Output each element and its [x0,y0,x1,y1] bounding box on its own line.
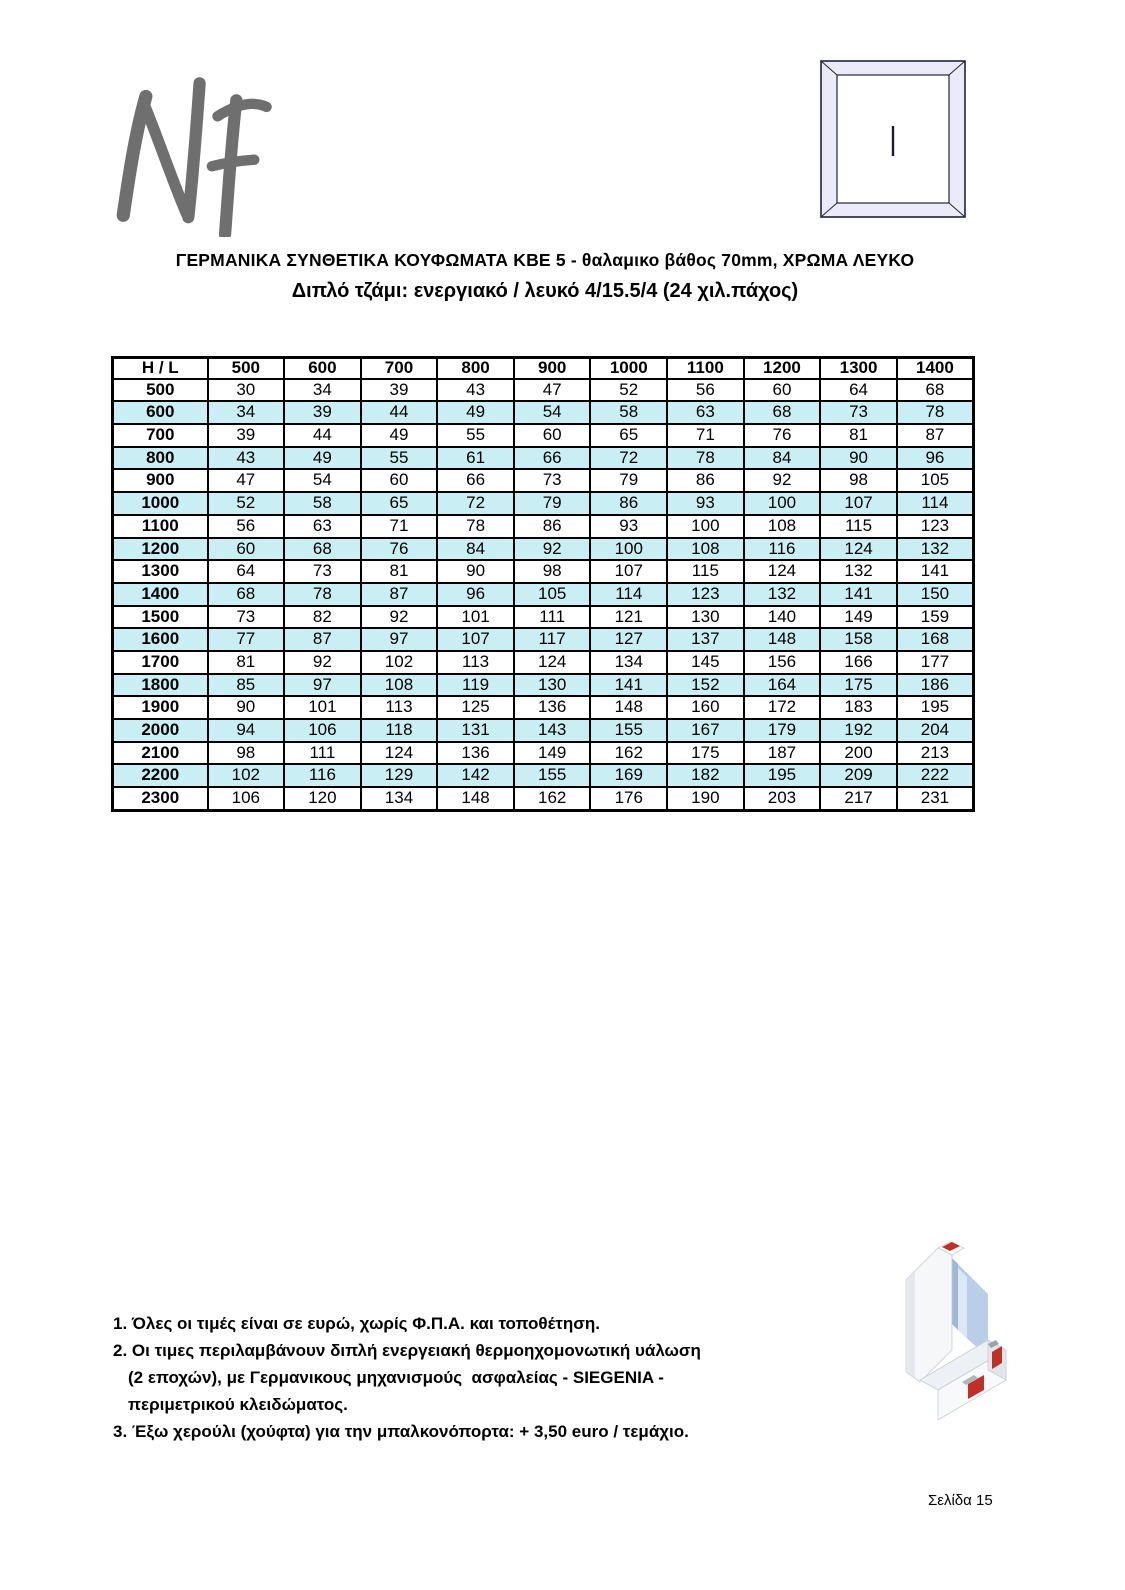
price-cell: 84 [744,447,821,470]
price-cell: 156 [744,651,821,674]
table-row [113,424,974,447]
price-cell: 160 [667,696,744,719]
column-header: 1100 [667,358,744,379]
price-cell: 108 [744,515,821,538]
price-cell: 222 [897,764,974,787]
price-cell: 79 [514,492,591,515]
price-cell: 47 [208,469,285,492]
note-line: 1. Όλες οι τιμές είναι σε ευρώ, χωρίς Φ.Π.Α. και τοποθέτηση. [113,1314,600,1333]
price-cell: 177 [897,651,974,674]
logo-stroke-f-top [218,104,267,116]
price-cell: 119 [437,674,514,697]
logo-stroke-f-mid [212,160,254,167]
price-cell: 137 [667,628,744,651]
price-cell: 162 [590,742,667,765]
price-cell: 164 [744,674,821,697]
price-cell: 98 [208,742,285,765]
price-cell: 47 [514,379,591,402]
price-cell: 162 [514,787,591,810]
price-cell: 63 [667,401,744,424]
price-cell: 82 [284,606,361,629]
price-cell: 68 [897,379,974,402]
price-cell: 192 [820,719,897,742]
price-cell: 175 [820,674,897,697]
price-cell: 111 [514,606,591,629]
price-cell: 231 [897,787,974,810]
price-cell: 68 [744,401,821,424]
price-cell: 150 [897,583,974,606]
row-header: 2000 [113,719,208,742]
column-header: 900 [514,358,591,379]
price-cell: 64 [208,560,285,583]
price-cell: 120 [284,787,361,810]
price-cell: 148 [590,696,667,719]
row-header: 800 [113,447,208,470]
price-cell: 78 [667,447,744,470]
price-cell: 93 [667,492,744,515]
price-cell: 73 [284,560,361,583]
row-header: 1100 [113,515,208,538]
table-row [113,538,974,561]
price-cell: 176 [590,787,667,810]
price-cell: 84 [437,538,514,561]
note-line: περιμετρικού κλειδώματος. [128,1395,348,1414]
price-cell: 121 [590,606,667,629]
price-cell: 39 [284,401,361,424]
price-cell: 97 [361,628,438,651]
window-frame-icon [820,60,966,218]
price-cell: 30 [208,379,285,402]
price-cell: 65 [361,492,438,515]
price-cell: 92 [284,651,361,674]
price-cell: 131 [437,719,514,742]
price-cell: 98 [820,469,897,492]
table-corner-label: H / L [113,358,208,379]
price-cell: 52 [590,379,667,402]
price-cell: 195 [744,764,821,787]
price-cell: 60 [361,469,438,492]
pvc-profile-corner-photo [892,1232,1027,1432]
row-header: 1600 [113,628,208,651]
price-cell: 209 [820,764,897,787]
price-cell: 39 [361,379,438,402]
price-cell: 68 [284,538,361,561]
price-cell: 129 [361,764,438,787]
price-cell: 71 [667,424,744,447]
price-cell: 114 [897,492,974,515]
price-cell: 106 [284,719,361,742]
price-cell: 123 [897,515,974,538]
price-cell: 78 [284,583,361,606]
price-cell: 90 [820,447,897,470]
price-cell: 87 [897,424,974,447]
price-cell: 43 [437,379,514,402]
price-cell: 64 [820,379,897,402]
price-cell: 183 [820,696,897,719]
price-cell: 96 [437,583,514,606]
row-header: 500 [113,379,208,402]
row-header: 1500 [113,606,208,629]
price-cell: 76 [744,424,821,447]
nf-logo [98,72,288,237]
price-cell: 132 [820,560,897,583]
table-row [113,628,974,651]
price-cell: 49 [284,447,361,470]
column-header: 700 [361,358,438,379]
row-header: 1000 [113,492,208,515]
profile-vertical-shade [906,1272,915,1378]
table-row [113,379,974,402]
row-header: 2100 [113,742,208,765]
price-cell: 43 [208,447,285,470]
price-cell: 213 [897,742,974,765]
table-row [113,606,974,629]
price-cell: 124 [744,560,821,583]
table-row [113,764,974,787]
logo-stroke-n-right [188,83,199,217]
price-cell: 55 [437,424,514,447]
price-cell: 90 [437,560,514,583]
price-cell: 142 [437,764,514,787]
table-row [113,401,974,424]
price-cell: 136 [437,742,514,765]
price-cell: 34 [284,379,361,402]
page-subtitle: Διπλό τζάμι: ενεργιακό / λευκό 4/15.5/4 (24 χιλ.πάχος) [291,280,799,302]
price-cell: 100 [590,538,667,561]
price-cell: 58 [284,492,361,515]
row-header: 1400 [113,583,208,606]
price-table [111,356,975,812]
price-cell: 60 [208,538,285,561]
table-row [113,560,974,583]
price-cell: 169 [590,764,667,787]
row-header: 700 [113,424,208,447]
price-cell: 58 [590,401,667,424]
price-cell: 127 [590,628,667,651]
price-cell: 107 [437,628,514,651]
price-cell: 141 [820,583,897,606]
price-cell: 123 [667,583,744,606]
price-cell: 124 [514,651,591,674]
price-cell: 132 [744,583,821,606]
price-cell: 125 [437,696,514,719]
price-cell: 187 [744,742,821,765]
price-cell: 130 [667,606,744,629]
price-cell: 73 [820,401,897,424]
row-header: 2300 [113,787,208,810]
price-cell: 124 [820,538,897,561]
column-header: 600 [284,358,361,379]
price-cell: 141 [590,674,667,697]
price-cell: 106 [208,787,285,810]
table-row [113,492,974,515]
price-cell: 140 [744,606,821,629]
row-header: 1900 [113,696,208,719]
price-cell: 190 [667,787,744,810]
row-header: 600 [113,401,208,424]
table-row [113,742,974,765]
row-header: 1200 [113,538,208,561]
notes [113,1310,701,1445]
column-header: 1300 [820,358,897,379]
table-row [113,651,974,674]
price-cell: 86 [514,515,591,538]
column-header: 1200 [744,358,821,379]
page-title: ΓΕΡΜΑΝΙΚΑ ΣΥΝΘΕΤΙΚΑ ΚΟΥΦΩΜΑΤΑ ΚΒΕ 5 - θαλαμικο βάθος 70mm, ΧΡΩΜΑ ΛΕΥΚΟ [175,250,915,270]
column-header: 1400 [897,358,974,379]
price-cell: 167 [667,719,744,742]
price-cell: 168 [897,628,974,651]
price-cell: 117 [514,628,591,651]
price-cell: 78 [897,401,974,424]
price-cell: 101 [437,606,514,629]
column-header: 1000 [590,358,667,379]
price-cell: 158 [820,628,897,651]
price-cell: 134 [361,787,438,810]
price-cell: 108 [667,538,744,561]
price-cell: 115 [667,560,744,583]
price-cell: 141 [897,560,974,583]
price-cell: 148 [437,787,514,810]
price-cell: 92 [744,469,821,492]
price-cell: 54 [514,401,591,424]
price-cell: 90 [208,696,285,719]
price-cell: 105 [897,469,974,492]
price-cell: 179 [744,719,821,742]
price-cell: 100 [667,515,744,538]
price-cell: 49 [437,401,514,424]
row-header: 2200 [113,764,208,787]
logo-stroke-n-diagonal [144,104,186,213]
price-cell: 107 [590,560,667,583]
price-cell: 66 [514,447,591,470]
price-cell: 116 [284,764,361,787]
price-cell: 111 [284,742,361,765]
price-cell: 73 [208,606,285,629]
price-cell: 72 [590,447,667,470]
price-cell: 114 [590,583,667,606]
price-cell: 76 [361,538,438,561]
price-cell: 100 [744,492,821,515]
price-cell: 107 [820,492,897,515]
price-cell: 115 [820,515,897,538]
row-header: 1300 [113,560,208,583]
price-cell: 87 [361,583,438,606]
note-line: 2. Οι τιμες περιλαμβάνουν διπλή ενεργειακή θερμοηχομονωτική υάλωση [113,1341,701,1360]
price-cell: 134 [590,651,667,674]
price-cell: 68 [208,583,285,606]
price-cell: 94 [208,719,285,742]
price-cell: 101 [284,696,361,719]
price-cell: 54 [284,469,361,492]
price-cell: 124 [361,742,438,765]
price-cell: 77 [208,628,285,651]
profile-glass-edge [952,1258,958,1330]
table-row [113,787,974,810]
price-cell: 155 [590,719,667,742]
price-cell: 56 [208,515,285,538]
price-cell: 200 [820,742,897,765]
price-cell: 87 [284,628,361,651]
price-cell: 92 [514,538,591,561]
price-cell: 113 [361,696,438,719]
price-cell: 44 [361,401,438,424]
price-cell: 44 [284,424,361,447]
price-cell: 145 [667,651,744,674]
price-cell: 102 [208,764,285,787]
price-cell: 217 [820,787,897,810]
page-number: Σελίδα 15 [928,1492,993,1509]
price-cell: 186 [897,674,974,697]
price-cell: 204 [897,719,974,742]
price-cell: 143 [514,719,591,742]
note-line: (2 εποχών), με Γερμανικους μηχανισμούς ασφαλείας - SIEGENIA - [128,1368,664,1387]
title-block [0,250,1090,303]
table-row [113,696,974,719]
price-cell: 81 [820,424,897,447]
price-cell: 85 [208,674,285,697]
column-header: 800 [437,358,514,379]
price-cell: 86 [590,492,667,515]
price-cell: 61 [437,447,514,470]
table-row [113,515,974,538]
price-cell: 149 [820,606,897,629]
table-row [113,674,974,697]
price-cell: 72 [437,492,514,515]
price-cell: 81 [208,651,285,674]
price-cell: 60 [514,424,591,447]
price-cell: 34 [208,401,285,424]
price-cell: 86 [667,469,744,492]
price-cell: 152 [667,674,744,697]
table-row [113,583,974,606]
price-cell: 81 [361,560,438,583]
price-cell: 182 [667,764,744,787]
price-cell: 78 [437,515,514,538]
price-cell: 73 [514,469,591,492]
price-cell: 130 [514,674,591,697]
price-cell: 93 [590,515,667,538]
price-cell: 172 [744,696,821,719]
table-row [113,719,974,742]
price-cell: 66 [437,469,514,492]
price-cell: 56 [667,379,744,402]
price-cell: 55 [361,447,438,470]
price-cell: 79 [590,469,667,492]
price-cell: 98 [514,560,591,583]
price-cell: 65 [590,424,667,447]
column-header: 500 [208,358,285,379]
price-cell: 113 [437,651,514,674]
price-cell: 97 [284,674,361,697]
price-cell: 63 [284,515,361,538]
price-cell: 96 [897,447,974,470]
note-line: 3. Έξω χερούλι (χούφτα) για την μπαλκονόπορτα: + 3,50 euro / τεμάχιο. [113,1422,689,1441]
price-cell: 203 [744,787,821,810]
price-cell: 52 [208,492,285,515]
price-cell: 148 [744,628,821,651]
price-cell: 108 [361,674,438,697]
row-header: 900 [113,469,208,492]
price-cell: 118 [361,719,438,742]
price-cell: 92 [361,606,438,629]
price-cell: 195 [897,696,974,719]
price-cell: 149 [514,742,591,765]
price-cell: 132 [897,538,974,561]
price-cell: 175 [667,742,744,765]
table-row [113,447,974,470]
price-cell: 136 [514,696,591,719]
price-cell: 155 [514,764,591,787]
price-cell: 49 [361,424,438,447]
price-cell: 105 [514,583,591,606]
row-header: 1700 [113,651,208,674]
price-cell: 60 [744,379,821,402]
price-cell: 71 [361,515,438,538]
price-cell: 102 [361,651,438,674]
table-row [113,469,974,492]
row-header: 1800 [113,674,208,697]
price-cell: 39 [208,424,285,447]
price-cell: 159 [897,606,974,629]
price-cell: 166 [820,651,897,674]
price-cell: 116 [744,538,821,561]
